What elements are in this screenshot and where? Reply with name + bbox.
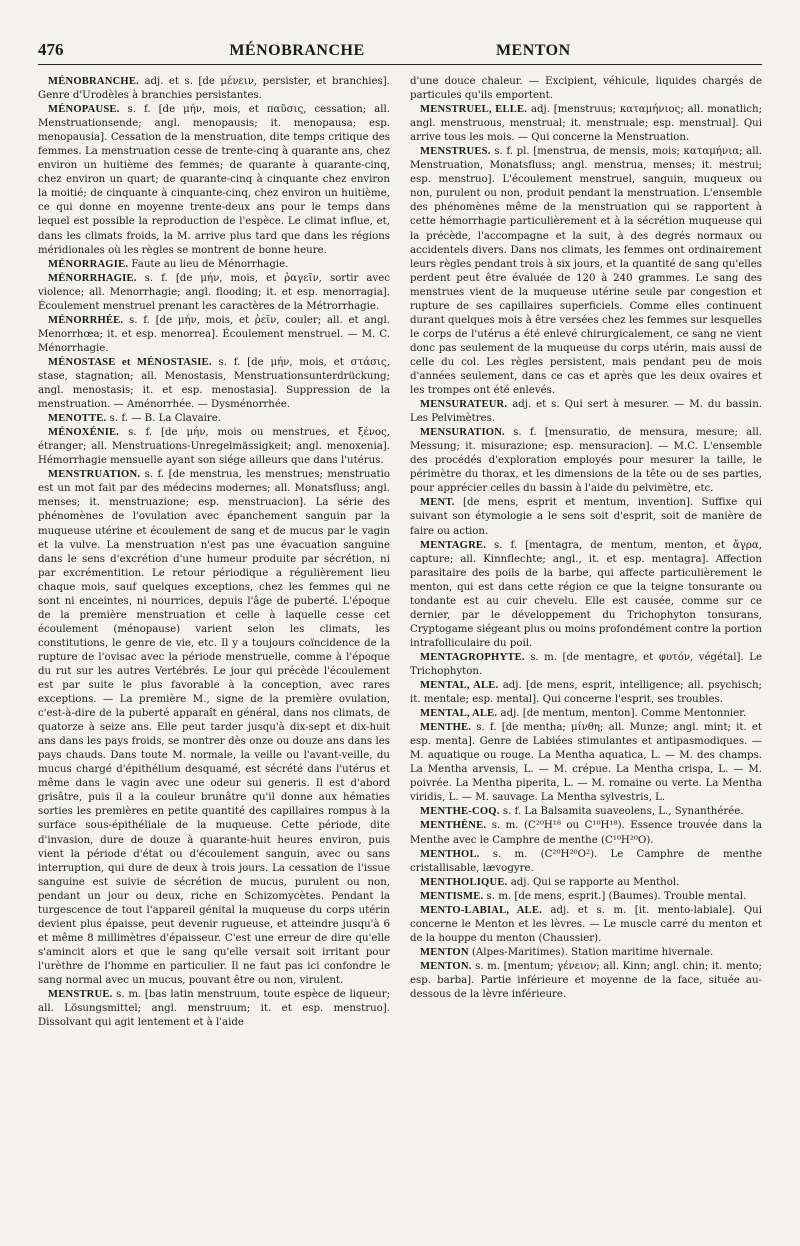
entry-headword: MENTHE. (420, 722, 472, 734)
dictionary-entry (38, 468, 390, 988)
entry-headword: MENSURATION. (420, 427, 505, 439)
dictionary-entry (410, 651, 762, 679)
entry-headword: MENSTRUEL, ELLE. (420, 104, 528, 116)
entry-headword: MENOTTE. (48, 413, 107, 425)
entry-headword: MENTON (420, 946, 469, 958)
dictionary-entry (38, 75, 390, 103)
dictionary-entry (410, 960, 762, 1002)
entry-headword: MÉNOXÉNIE. (48, 427, 120, 439)
dictionary-entry (410, 426, 762, 496)
dictionary-entry (38, 272, 390, 314)
entry-definition: s. m. [de mentagre, et φυτόν, végétal]. Le Trichophyton. (410, 651, 762, 677)
dictionary-entry (410, 679, 762, 707)
header-first-entry: MÉNOBRANCHE (229, 42, 365, 59)
dictionary-entry (38, 258, 390, 272)
dictionary-entry (410, 75, 762, 103)
entry-headword: MENTHÈNE. (420, 820, 487, 832)
entry-headword: MENSURATEUR. (420, 399, 508, 411)
entry-headword: MENSTRUATION. (48, 469, 141, 481)
right-column (410, 75, 762, 1030)
entry-headword: MENTHOLIQUE. (420, 876, 508, 888)
dictionary-entry (410, 890, 762, 904)
dictionary-entry (410, 805, 762, 819)
dictionary-entry (410, 539, 762, 651)
entry-headword: MENTISME. (420, 890, 484, 902)
dictionary-entry (410, 848, 762, 876)
entry-definition: s. f. [de μήν, mois, et παῦσις, cessation; all. Menstruationsende; angl. menopausis; it. menopausa; esp. menopausia]. Cessation de la menstruation, dite temps critique des femmes. La menstruation cesse de trente-cinq à quarante ans, chez environ un huitième des femmes; de quarante à quarante-cinq, chez environ un quart; de quarante-cinq à cinquante chez environ la moitié; de cinquante à cinquante-cinq, chez environ un huitième, ce qui donne en moyenne trente-deux ans pour le temps dans lequel est possible la reproduction de l'espèce. Le climat influe, et, dans les climats froids, la M. arrive plus tard que dans les régions méridionales où les règles se montrent de bonne heure. (38, 104, 390, 256)
entry-headword: MENTAGRE. (420, 539, 487, 551)
entry-headword: MENTON. (420, 960, 472, 972)
page-header (38, 40, 762, 65)
entry-headword: MÉNORRHAGIE. (48, 272, 137, 284)
entry-definition: s. f. [mentagra, de mentum, menton, et ἄγρα, capture; all. Kinnflechte; angl., it. et esp. mentagra]. Affection parasitaire des poils de la barbe, qui affecte particulièrement le menton, qui est dans cette région ce que la teigne tonsurante ou tondante est au cuir chevelu. Elle est causée, comme sur ce dernier, par le développement du Trichophyton tonsurans, Cryptogame siégeant plus ou moins profondément contre la portion intrafolliculaire du poil. (410, 539, 762, 649)
entry-headword: MÉNORRAGIE. (48, 258, 129, 270)
left-column (38, 75, 390, 1030)
entry-headword: MÉNOPAUSE. (48, 104, 120, 116)
entry-headword: MENTAL, ALE. (420, 708, 498, 720)
entry-definition: s. f. [de μήν, mois ou menstrues, et ξένος, étranger; all. Menstruations-Unregelmässigkeit; angl. menoxenia]. Hémorrhagie mensuelle ayant son siége ailleurs que dans l'utérus. (38, 427, 390, 467)
header-last-entry: MENTON (495, 42, 571, 59)
entry-definition: adj. et s. [de μένειν, persister, et branchies]. Genre d'Urodèles à branchies persistantes. (38, 76, 390, 102)
entry-headword: MÉNOBRANCHE. (48, 76, 139, 87)
dictionary-entry (410, 398, 762, 426)
dictionary-entry (410, 103, 762, 145)
entry-definition: [de mens, esprit et mentum, invention]. Suffixe qui suivant son étymologie a le sens soit d'esprit, soit de manière de faire ou action. (410, 497, 762, 537)
entry-headword: MENTAGROPHYTE. (420, 651, 525, 663)
entry-definition: s. f. [de μήν, mois, et ῥεῖν, couler; all. et angl. Menorrhœa; it. et esp. menorrea]. Écoulement menstruel. — M. C. Ménorrhagie. (38, 314, 390, 354)
entry-definition: d'une douce chaleur. — Excipient, véhicule, liquides chargés de particules qu'ils emportent. (410, 76, 762, 102)
entry-definition: s. f. [de μήν, mois, et ῥαγεῖν, sortir avec violence; all. Menorrhagie; angl. flooding; it. et esp. menorragia]. Écoulement menstruel prenant les caractères de la Métrorrhagie. (38, 272, 390, 312)
entry-headword: MENSTRUE. (48, 989, 113, 1001)
dictionary-entry (38, 314, 390, 356)
entry-definition: adj. et s. Qui sert à mesurer. — M. du bassin. Les Pelvimètres. (410, 399, 762, 425)
entry-headword: MÉNOSTASE et MÉNOSTASIE. (48, 356, 212, 368)
entry-definition: s. f. [de μήν, mois, et στάσις, stase, stagnation; all. Menostasis, Menstruationsunterdrückung; angl. menostasis; it. et esp. menostasia]. Suppression de la menstruation. — Aménorrhée. — Dysménorrhée. (38, 356, 390, 411)
dictionary-entry (38, 988, 390, 1030)
dictionary-entry (38, 103, 390, 258)
entry-definition: adj. et s. m. [it. mento-labiale]. Qui concerne le Menton et les lèvres. — Le muscle carré du menton et de la houppe du menton (Chaussier). (410, 904, 762, 944)
columns (38, 75, 762, 1030)
entry-definition: (Alpes-Maritimes). Station maritime hivernale. (468, 946, 714, 958)
dictionary-entry (410, 721, 762, 805)
entry-definition: Faute au lieu de Ménorrhagie. (128, 258, 289, 270)
entry-definition: s. m. [bas latin menstruum, toute espèce de liqueur; all. Lösungsmittel; angl. menstruum; it. et esp. menstruo]. Dissolvant qui agit lentement et à l'aide (38, 989, 390, 1029)
entry-definition: adj. [de mens, esprit, intelligence; all. psychisch; it. mentale; esp. mental]. Qui concerne l'esprit, ses troubles. (410, 680, 762, 706)
entry-definition: s. f. — B. La Clavaire. (106, 413, 222, 425)
entry-definition: s. m. (C²⁰H¹⁸ ou C¹⁰H¹⁸). Essence trouvée dans la Menthe avec le Camphre de menthe (C¹⁰H²⁰O). (410, 820, 762, 846)
dictionary-entry (410, 707, 762, 721)
entry-definition: s. m. (C²⁰H²⁰O²). Le Camphre de menthe cristallisable, lævogyre. (410, 848, 762, 874)
dictionary-entry (38, 356, 390, 412)
dictionary-entry (410, 819, 762, 847)
page-number: 476 (38, 40, 64, 59)
entry-definition: s. m. [de mens, esprit.] (Baumes). Trouble mental. (483, 890, 747, 902)
entry-headword: MENTAL, ALE. (420, 680, 499, 692)
entry-definition: adj. [de mentum, menton]. Comme Mentonnier. (497, 708, 747, 720)
dictionary-entry (38, 426, 390, 468)
entry-definition: adj. Qui se rapporte au Menthol. (507, 876, 680, 888)
entry-headword: MÉNORRHÉE. (48, 314, 124, 326)
entry-definition: s. m. [mentum; γένειον; all. Kinn; angl. chin; it. mento; esp. barba]. Partie inférieure et moyenne de la face, située au-dessous de la lèvre inférieure. (410, 960, 762, 1001)
dictionary-entry (410, 946, 762, 960)
entry-definition: adj. [menstruus; καταμήνιος; all. monatlich; angl. menstruous, menstrual; it. menstruale; esp. menstrual]. Qui arrive tous les mois. — Qui concerne la Menstruation. (410, 104, 763, 144)
dictionary-entry (38, 412, 390, 426)
entry-definition: s. f. [de mentha; μίνθη; all. Munze; angl. mint; it. et esp. menta]. Genre de Labiées stimulantes et antipasmodiques. — M. aquatique ou rouge. La Mentha aquatica, L. — M. des champs. La Mentha arvensis, L. — M. crépue. La Mentha crispa, L. — M. poivrée. La Mentha piperita, L. — M. romaine ou verte. La Mentha viridis, L. — M. sauvage. La Mentha sylvestris, L. (410, 722, 762, 804)
entry-definition: s. f. La Balsamita suaveolens, L., Synanthérée. (499, 806, 744, 818)
entry-definition: s. f. pl. [menstrua, de mensis, mois; καταμήνια; all. Menstruation, Monatsfluss; angl. menstrua, menses; it. mestrui; esp. menstruo]. L'écoulement menstruel, sanguin, muqueux ou non, purulent ou non, produit pendant la menstruation. L'ensemble des phénomènes même de la menstruation qui se rapportent à cette hémorrhagie particulièrement et à la sécrétion muqueuse qui la précède, l'accompagne et la suit, à des degrés normaux ou accidentels divers. Dans nos climats, les femmes ont ordinairement leurs règles pendant trois à six jours, et la quantité de sang qu'elles perdent peut être évaluée de 120 à 240 grammes. Le sang des menstrues vient de la muqueuse utérine seule par congestion et rupture de ses capillaires superficiels. Comme elles continuent durant quelques mois à être versées chez les femmes sur lesquelles le corps de l'utérus a été enlevé chirurgicalement, ce sang ne vient donc pas seulement de la muqueuse du corps utérin, mais aussi de celle du col. Les règles persistent, mais pendant peu de mois d'années seulement, dans ce cas et après que les deux ovaires et les trompes ont été enlevés. (410, 146, 762, 397)
entry-headword: MENTHE-COQ. (420, 806, 500, 818)
entry-definition: s. f. [de menstrua, les menstrues; menstruatio est un mot fait par des médecins modernes; all. Monatsfluss; angl. menses; it. menstruazione; esp. menstruacion]. La série des phénomènes de l'ovulation avec épanchement sanguin par la muqueuse utérine et écoulement de sang et de mucus par le vagin et la vulve. La menstruation n'est pas une évacuation sanguine dans le sens d'excrétion d'une humeur produite par sécrétion, ni par excrémentition. Le retour périodique a régulièrement lieu chaque mois, sauf quelques exceptions, chez les femmes qui ne sont ni enceintes, ni nourrices, depuis l'âge de puberté. L'époque de la première menstruation et celle à laquelle cesse cet écoulement (ménopause) varient selon les climats, les constitutions, le genre de vie, etc. Il y a toujours coïncidence de la rupture de l'ovisac avec la période menstruelle, comme à l'époque du rut sur les autres Vertébrés. Le jour qui précède l'écoulement est par suite le plus favorable à la conception, avec rares exceptions. — La première M., signe de la première ovulation, c'est-à-dire de la puberté apparaît en général, dans nos climats, de quatorze à seize ans. Elle peut tarder jusqu'à dix-sept et dix-huit ans dans les pays froids, se montrer dès onze ou douze ans dans les pays chauds. Dans toute M. normale, la veille ou l'avant-veille, du mucus chargé d'épithélium desquamé, est sécrété dans l'utérus et même dans le vagin avec une odeur sui generis. Il est d'abord grisâtre, puis il a la couleur brunâtre qu'il donne aux hématies sorties les premières en petite quantité des capillaires rompus à la surface sous-épithéliale de la muqueuse. Cette période, dite d'invasion, dure de douze à quarante-huit heures environ, puis vient la période d'état ou d'écoulement sanguin, avec ou sans interruption, qui dure de deux à trois jours. La cessation de l'issue sanguine est suivie de sécrétion de mucus, purulent ou non, pendant un jour ou deux, riche en Schizomycètes. Pendant la turgescence de tout l'appareil génital la muqueuse du corps utérin devient plus épaisse, peut devenir rugueuse, et atteindre jusqu'à 6 et même 8 millimètres d'épaisseur. C'est une erreur de dire qu'elle s'amincit alors et que le sang qu'elle versait soit irritant pour l'urèthre de l'homme en particulier. Il ne faut pas ici confondre le sang normal avec un mucus, pouvant être ou non, virulent. (38, 469, 390, 986)
entry-headword: MENTO-LABIAL, ALE. (420, 904, 542, 916)
entry-definition: s. f. [mensuratio, de mensura, mesure; all. Messung; it. misurazione; esp. mensuracion]. — M.C. L'ensemble des procédés d'exploration employés pour mesurer la taille, le périmètre du thorax, et les dimensions de la tête ou de ses parties, pour apprécier celles du bassin à l'aide du pelvimètre, etc. (410, 427, 762, 495)
dictionary-entry (410, 876, 762, 890)
dictionary-entry (410, 145, 762, 398)
dictionary-entry (410, 904, 762, 946)
dictionary-entry (410, 496, 762, 538)
entry-headword: MENSTRUES. (420, 146, 491, 158)
entry-headword: MENTHOL. (420, 848, 480, 860)
entry-headword: MENT. (420, 497, 455, 509)
